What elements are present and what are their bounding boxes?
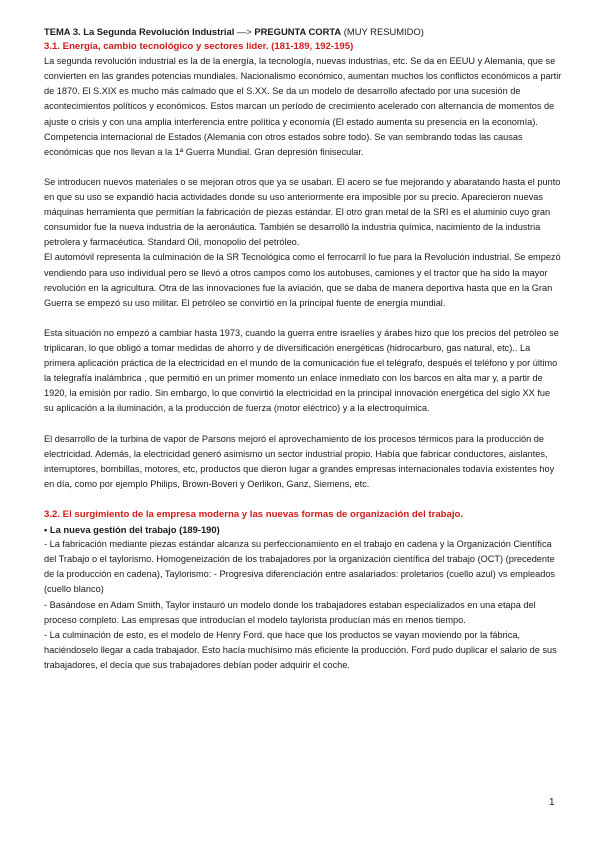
section-1-paragraph-4: Esta situación no empezó a cambiar hasta 1973, cuando la guerra entre israelíes y árabes hizo que los precios del petróleo se triplicaran, lo que obligó a tomar medidas de ahorro y de diversificación energéticas (hidrocarburo, gas natural, etc).. La primera aplicación práctica de la electricidad en el mundo de la comunicación fue el telégrafo, después el teléfono y por último la telegrafía inalámbrica , que permitió en un primer momento un enlace inmediato con los barcos en alta mar y, a partir de 1920, la emisión por radio. Sin embargo, lo que convirtió la electricidad en la principal innovación energética del siglo XX fue su aplicación a la iluminación, a la producción de fuerza (motor eléctrico) y a la electroquímica. (44, 327, 559, 414)
section-2-bullet-2: - Basándose en Adam Smith, Taylor instauró un modelo donde los trabajadores estaban especializados en una etapa del proceso completo. Las empresas que introducían el modelo taylorista producían más en menos tiempo. (44, 599, 536, 625)
section-2-heading: 3.2. El surgimiento de la empresa moderna y las nuevas formas de organización del trabajo. (44, 509, 464, 520)
section-2-bullet-3: - La culminación de esto, es el modelo de Henry Ford. que hace que los productos se vayan moviendo por la fábrica, haciéndoselo llegar a cada trabajador. Esto hacía muchísimo más eficiente la producción. Ford pudo duplicar el salario de sus trabajadores, el decía que sus trabajadores debían poder adquirir el coche. (44, 629, 557, 670)
section-1-paragraph-1: La segunda revolución industrial es la de la energía, la tecnología, nuevas industrias, etc. Se da en EEUU y Alemania, que se convierten en las grandes potencias mundiales. Nacionalismo económico, aumentan muchos los conflictos económicos a partir de 1870. El S.XIX es mucho más calmado que el S.XX. Se da un modelo de desarrollo afectado por una sucesión de acontecimientos políticos y económicos. Estos marcan un período de crecimiento acelerado con alternancia de momentos de ajuste o crisis y con una amplia interferencia entre política y economía (El estado aumenta su presencia en la economía). Competencia internacional de Estados (Alemania con otros estados sobre todo). Se van sembrando todas las causas económicas que nos llevan a la 1ª Guerra Mundial. Gran depresión finisecular. (44, 56, 562, 157)
section-1-paragraph-3: El automóvil representa la culminación de la SR Tecnológica como el ferrocarril lo fue para la Revolución industrial. Se empezó vendiendo para uso individual pero se llevó a otros campos como los autobuses, camiones y el tractor que ha sido la mayor revolución en la agricultura. Otra de las innovaciones fue la aviación, que se daba de manera deportiva hasta que en la Gran Guerra se empezó su uso militar. El petróleo se convirtió en la principal fuente de energía mundial. (44, 252, 561, 308)
document-page (44, 24, 562, 673)
tema-title: TEMA 3. La Segunda Revolución Industrial (44, 26, 235, 37)
section-1-paragraph-5: El desarrollo de la turbina de vapor de Parsons mejoró el aprovechamiento de los procesos térmicos para la producción de electricidad. Además, la electricidad generó asimismo un sector industrial propio. Había que fabricar conductores, aislantes, interruptores, bombillas, motores, etc, productos que dieron lugar a grandes empresas internacionales todavía existentes hoy en día, como por ejemplo Philips, Brown-Boveri y Oerlikon, Ganz, Siemens, etc. (44, 433, 555, 489)
muy-resumido-label: (MUY RESUMIDO) (341, 26, 424, 37)
section-2-bullet-1: - La fabricación mediante piezas estándar alcanza su perfeccionamiento en el trabajo en cadena y la Organización Científica del Trabajo o el taylorismo. Homogeneización de los trabajadores por la organización científica del trabajo (OCT) (precedente de la producción en cadena), Taylorismo: - Progresiva diferenciación entre asalariados: proletarios (cuello azul) vs empleados (cuello blanco) (44, 539, 556, 595)
section-1-paragraph-2: Se introducen nuevos materiales o se mejoran otros que ya se usaban. El acero se fue mejorando y abaratando hasta el punto en que su uso se expandió hacia actividades donde su uso anteriormente era imposible por su precio. Aparecieron nuevas máquinas herramienta que permitían la fabricación de piezas estándar. El otro gran metal de la SRI es el aluminio cuyo gran consumidor fue la nueva industria de la aeronáutica. También se desarrolló la industria química, nacimiento de la industria petrolera y farmacéutica. Standard Oil, monopolio del petróleo. (44, 176, 561, 248)
document-title (44, 24, 562, 39)
pregunta-corta-label: PREGUNTA CORTA (254, 26, 342, 37)
title-arrow: —> (234, 26, 255, 37)
section-1-heading: 3.1. Energía, cambio tecnológico y sectores líder. (181-189, 192-195) (44, 41, 354, 53)
section-2-subheading: • La nueva gestión del trabajo (189-190) (44, 524, 220, 536)
page-number: 1 (549, 797, 555, 808)
